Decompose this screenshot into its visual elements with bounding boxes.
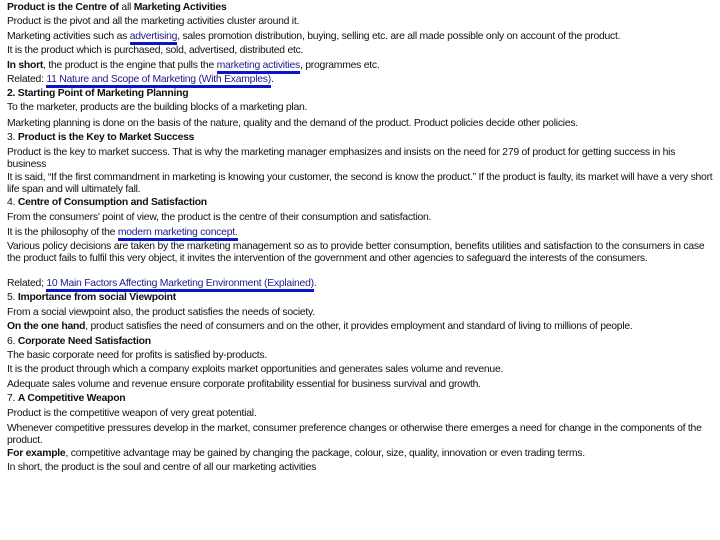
paragraph bbox=[7, 16, 713, 28]
paragraph bbox=[7, 241, 713, 265]
bold-text: A Competitive Weapon bbox=[17, 393, 126, 404]
text: It is the product which is purchased, sold, advertised, distributed etc. bbox=[7, 45, 304, 56]
bold-text: Product is the Centre of bbox=[7, 2, 122, 13]
text: Related; bbox=[7, 278, 47, 289]
article-link[interactable]: advertising bbox=[130, 31, 178, 45]
text: , competitive advantage may be gained by changing the package, colour, size, quality, innovation or even trading terms. bbox=[65, 448, 585, 459]
text: 4. bbox=[7, 197, 18, 208]
paragraph bbox=[7, 379, 713, 391]
paragraph bbox=[7, 132, 713, 144]
paragraph bbox=[7, 102, 713, 114]
paragraph bbox=[7, 393, 713, 405]
paragraph bbox=[7, 364, 713, 376]
article-link[interactable]: marketing activities bbox=[217, 60, 300, 74]
text: 5. bbox=[7, 292, 18, 303]
text: . bbox=[313, 278, 317, 289]
text: It is the philosophy of the bbox=[7, 227, 118, 238]
text: Various policy decisions are taken by the marketing management so as to provide better consumption, benefits utilities and satisfaction to the consumers in case the product fails to fulfil this very object, it invites the intervention of the government and other agencies to safeguard the interests of the consumers. bbox=[7, 241, 705, 264]
paragraph bbox=[7, 118, 713, 130]
paragraph bbox=[7, 60, 713, 72]
text: , programmes etc. bbox=[300, 60, 380, 71]
text: Whenever competitive pressures develop in the market, consumer preference changes or otherwise there emerges a need for change in the components of the product. bbox=[7, 423, 702, 446]
text: It is said, “If the first commandment in marketing is knowing your customer, the second is know the product.” If the product is faulty, its market will have a very short life span and will ultimately fall. bbox=[7, 172, 713, 195]
text: 3. bbox=[7, 132, 18, 143]
bold-text: Centre of Consumption and Satisfaction bbox=[17, 197, 207, 208]
text: The basic corporate need for profits is satisfied by-products. bbox=[7, 350, 267, 361]
text: From a social viewpoint also, the product satisfies the needs of society. bbox=[7, 307, 315, 318]
paragraph bbox=[7, 408, 713, 420]
paragraph bbox=[7, 292, 713, 304]
paragraph bbox=[7, 462, 713, 474]
paragraph bbox=[7, 307, 713, 319]
bold-text: Product is the Key to Market Success bbox=[17, 132, 195, 143]
article-link[interactable]: modern marketing concept. bbox=[118, 227, 238, 241]
text: Product is the pivot and all the marketing activities cluster around it. bbox=[7, 16, 300, 27]
paragraph bbox=[7, 321, 713, 333]
bold-text: On the one hand bbox=[7, 321, 86, 332]
text: In short, the product is the soul and centre of all our marketing activities bbox=[7, 462, 317, 473]
page-title bbox=[7, 2, 713, 14]
text: Product is the key to market success. That is why the marketing manager emphasizes and insists on the need for 279 of product for getting success in his business bbox=[7, 147, 676, 170]
paragraph bbox=[7, 197, 713, 209]
text: , product satisfies the need of consumers and on the other, it provides employment and standard of living to millions of people. bbox=[85, 321, 633, 332]
text: . bbox=[270, 74, 274, 85]
text: , the product is the engine that pulls the bbox=[43, 60, 217, 71]
text: To the marketer, products are the building blocks of a marketing plan. bbox=[7, 102, 308, 113]
text: From the consumers’ point of view, the product is the centre of their consumption and satisfaction. bbox=[7, 212, 432, 223]
bold-text: Importance from social Viewpoint bbox=[17, 292, 176, 303]
bold-text: Corporate Need Satisfaction bbox=[17, 336, 151, 347]
paragraph bbox=[7, 212, 713, 224]
paragraph bbox=[7, 448, 713, 460]
text: Related: bbox=[7, 74, 47, 85]
text: , sales promotion distribution, buying, selling etc. are all made possible only on account of the product. bbox=[177, 31, 621, 42]
paragraph bbox=[7, 147, 713, 171]
text: all bbox=[121, 2, 132, 13]
text: Adequate sales volume and revenue ensure corporate profitability essential for business survival and growth. bbox=[7, 379, 481, 390]
text: 6. bbox=[7, 336, 18, 347]
paragraph bbox=[7, 45, 713, 57]
paragraph bbox=[7, 423, 713, 447]
paragraph bbox=[7, 88, 713, 100]
bold-text: 2. Starting Point of Marketing Planning bbox=[7, 88, 189, 99]
paragraph bbox=[7, 74, 713, 86]
text: 7. bbox=[7, 393, 18, 404]
bold-text: In short bbox=[7, 60, 44, 71]
paragraph bbox=[7, 227, 713, 239]
text: Marketing activities such as bbox=[7, 31, 130, 42]
paragraph bbox=[7, 172, 713, 196]
bold-text: For example bbox=[7, 448, 66, 459]
paragraph bbox=[7, 336, 713, 348]
text: It is the product through which a company exploits market opportunities and generates sales volume and revenue. bbox=[7, 364, 504, 375]
bold-text: Marketing Activities bbox=[131, 2, 227, 13]
article-link[interactable]: 10 Main Factors Affecting Marketing Environment (Explained) bbox=[46, 278, 313, 292]
text: Marketing planning is done on the basis of the nature, quality and the demand of the product. Product policies decide other policies. bbox=[7, 118, 578, 129]
text: Product is the competitive weapon of very great potential. bbox=[7, 408, 257, 419]
paragraph bbox=[7, 350, 713, 362]
article-link[interactable]: 11 Nature and Scope of Marketing (With Examples) bbox=[46, 74, 271, 88]
paragraph bbox=[7, 278, 713, 290]
paragraph bbox=[7, 31, 713, 43]
